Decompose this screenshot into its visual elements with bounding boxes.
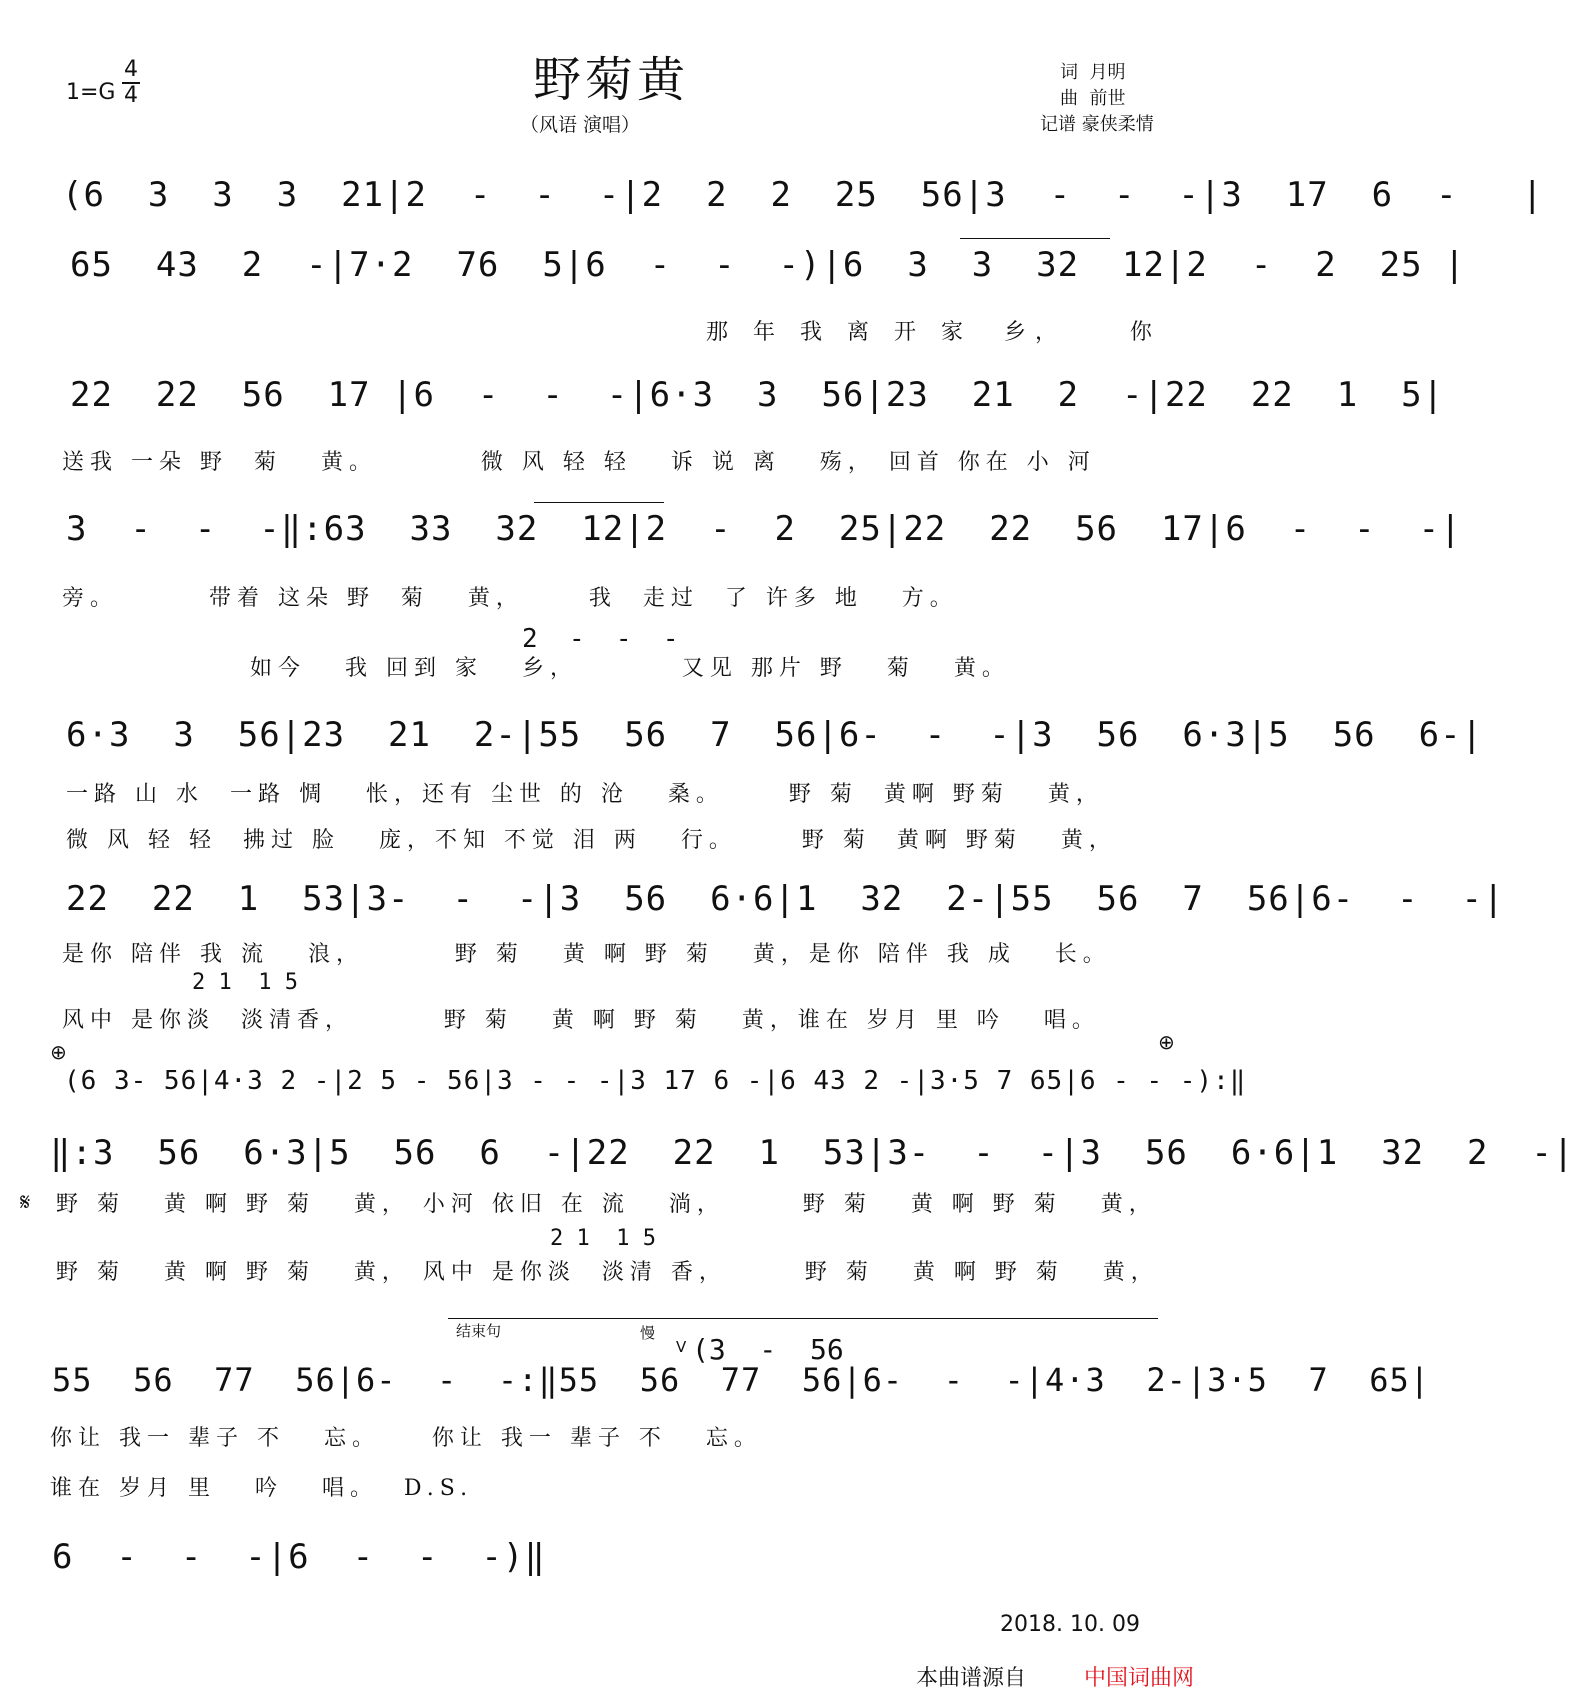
staff-line-6: 22 22 1 53|3- - -|3 56 6·6|1 32 2-|55 56 7 56|6- - -| [66,879,1505,919]
ending-bracket-line [534,502,664,503]
lyrics-line-4b: 如今 我 回到 家 乡， 又见 那片 野 菊 黄。 [250,656,1010,681]
source-site-link[interactable]: 中国词曲网 [1084,1666,1195,1691]
ending-label: 结束句 [456,1322,502,1340]
staff-line-8: ‖:3 56 6·3|5 56 6 -|22 22 1 53|3- - -|3 56 6·6|1 32 2 -| [50,1133,1574,1173]
coda-icon: ⊕ [50,1040,67,1064]
lyrics-line-3: 送我 一朵 野 菊 黄。 微 风 轻 轻 诉 说 离 殇， 回首 你在 小 河 [62,450,1096,475]
staff-line-9: 55 56 77 56|6- - -:‖55 56 77 56|6- - -|4·3 2-|3·5 7 65| [52,1361,1431,1399]
lyrics-line-2: 那 年 我 离 开 家 乡， 你 [706,320,1161,345]
breath-mark: V [676,1338,687,1356]
credit-transcriber: 记谱 豪侠柔情 [1040,114,1154,135]
interlude-intro-notes: (3 - 56 [692,1333,844,1366]
transcription-date: 2018. 10. 09 [1000,1612,1140,1637]
staff-line-7: (6 3- 56|4·3 2 -|2 5 - 56|3 - - -|3 17 6 -|6 43 2 -|3·5 7 65|6 - - -):‖ [64,1066,1247,1096]
lyrics-line-6a: 是你 陪伴 我 流 浪， 野 菊 黄 啊 野 菊 黄，是你 陪伴 我 成 长。 [62,942,1111,967]
staff-line-5: 6·3 3 56|23 21 2-|55 56 7 56|6- - -|3 56 6·3|5 56 6-| [66,715,1484,755]
time-numerator: 4 [124,57,138,82]
lyrics-line-4a: 旁。 带着 这朵 野 菊 黄， 我 走过 了 许多 地 方。 [62,586,958,611]
alternate-notes-4: 2 - - - [522,624,679,654]
staff-line-3: 22 22 56 17 |6 - - -|6·3 3 56|23 21 2 -|22 22 1 5| [70,375,1445,415]
credit-lyricist: 词 月明 [1060,62,1126,83]
song-title: 野菊黄 [532,52,689,108]
tempo-slow-label: 慢 [640,1324,656,1342]
song-subtitle: （风语 演唱） [520,114,641,136]
lyrics-line-8b: 野 菊 黄 啊 野 菊 黄， 风中 是你淡 淡清 香， 野 菊 黄 啊 野 菊 黄， [56,1260,1159,1285]
ending-bracket-line [448,1318,1158,1319]
lyrics-line-5b: 微 风 轻 轻 拂过 脸 庞，不知 不觉 泪 两 行。 野 菊 黄啊 野菊 黄， [66,828,1117,853]
credit-composer: 曲 前世 [1060,88,1126,109]
time-denominator: 4 [124,83,138,108]
alternate-notes-6: 2 1 1 5 [192,970,298,995]
key-signature: 1=G [66,80,116,105]
alternate-notes-8: 2 1 1 5 [550,1226,656,1251]
coda-icon: ⊕ [1158,1030,1175,1054]
tie-line [960,238,1110,239]
lyrics-line-9b: 谁在 岁月 里 吟 唱。 D.S. [50,1476,474,1501]
staff-line-2: 65 43 2 -|7·2 76 5|6 - - -)|6 3 3 32 12|2 - 2 25 | [70,245,1466,285]
lyrics-line-6b: 风中 是你淡 淡清香， 野 菊 黄 啊 野 菊 黄，谁在 岁月 里 吟 唱。 [62,1008,1100,1033]
staff-line-4: 3 - - -‖:63 33 32 12|2 - 2 25|22 22 56 17|6 - - -| [66,509,1462,549]
lyrics-line-8a: 野 菊 黄 啊 野 菊 黄， 小河 依旧 在 流 淌， 野 菊 黄 啊 野 菊 黄， [56,1192,1157,1217]
staff-line-1: (6 3 3 3 21|2 - - -|2 2 2 25 56|3 - - -|3 17 6 - | [62,175,1544,215]
staff-line-10: 6 - - -|6 - - -)‖ [52,1537,546,1577]
source-label: 本曲谱源自 [916,1666,1027,1691]
segno-icon: 𝄋 [20,1188,31,1216]
lyrics-line-5a: 一路 山 水 一路 惆 怅，还有 尘世 的 沧 桑。 野 菊 黄啊 野菊 黄， [66,782,1104,807]
lyrics-line-9a: 你让 我一 辈子 不 忘。 你让 我一 辈子 不 忘。 [50,1426,762,1451]
